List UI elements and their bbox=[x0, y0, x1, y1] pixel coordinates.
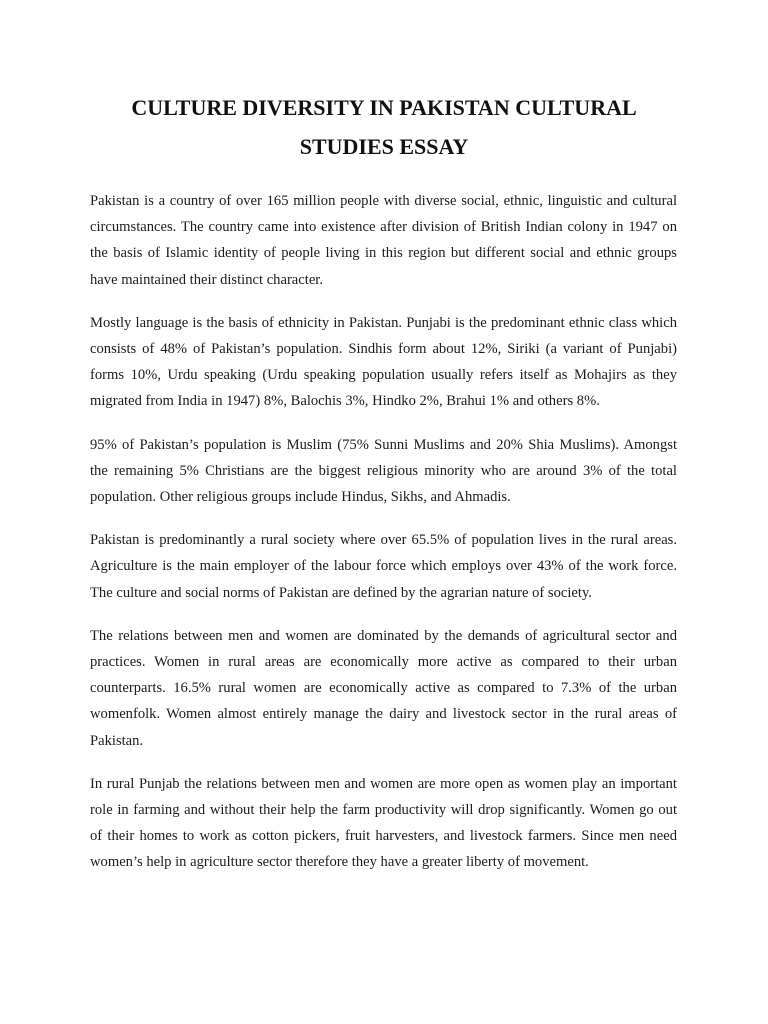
title-line-1: CULTURE DIVERSITY IN PAKISTAN CULTURAL bbox=[131, 95, 637, 120]
title-line-2: STUDIES ESSAY bbox=[299, 134, 469, 159]
paragraph-intro: Pakistan is a country of over 165 million people with diverse social, ethnic, linguistic and cultural circumstances. The country came into existence after division of British Indian colony in 1947 on the basis of Islamic identity of people living in this region but different social and ethnic groups have maintained their distinct character. bbox=[90, 193, 677, 288]
document-body bbox=[90, 188, 677, 893]
document-title bbox=[90, 88, 678, 166]
paragraph-gender-relations: The relations between men and women are dominated by the demands of agricultural sector and practices. Women in rural areas are economically more active as compared to their urban counterparts. 16.5% rural women are economically active as compared to 7.3% of the urban womenfolk. Women almost entirely manage the dairy and livestock sector in the rural areas of Pakistan. bbox=[90, 627, 677, 749]
paragraph-religion: 95% of Pakistan’s population is Muslim (75% Sunni Muslims and 20% Shia Muslims). Amongst the remaining 5% Christians are the biggest religious minority who are around 3% of the total population. Other religious groups include Hindus, Sikhs, and Ahmadis. bbox=[90, 436, 677, 506]
paragraph-rural-society: Pakistan is predominantly a rural society where over 65.5% of population lives in the rural areas. Agriculture is the main employer of the labour force which employs over 43% of the work force. The culture and social norms of Pakistan are defined by the agrarian nature of society. bbox=[90, 532, 677, 601]
paragraph-ethnicity: Mostly language is the basis of ethnicity in Pakistan. Punjabi is the predominant ethnic class which consists of 48% of Pakistan’s population. Sindhis form about 12%, Siriki (a variant of Punjabi) forms 10%, Urdu speaking (Urdu speaking population usually refers itself as Mohajirs as they migrated from India in 1947) 8%, Balochis 3%, Hindko 2%, Brahui 1% and others 8%. bbox=[90, 314, 677, 410]
paragraph-rural-punjab: In rural Punjab the relations between men and women are more open as women play an important role in farming and without their help the farm productivity will drop significantly. Women go out of their homes to work as cotton pickers, fruit harvesters, and livestock farmers. Since men need women’s help in agriculture sector therefore they have a greater liberty of movement. bbox=[90, 775, 677, 871]
